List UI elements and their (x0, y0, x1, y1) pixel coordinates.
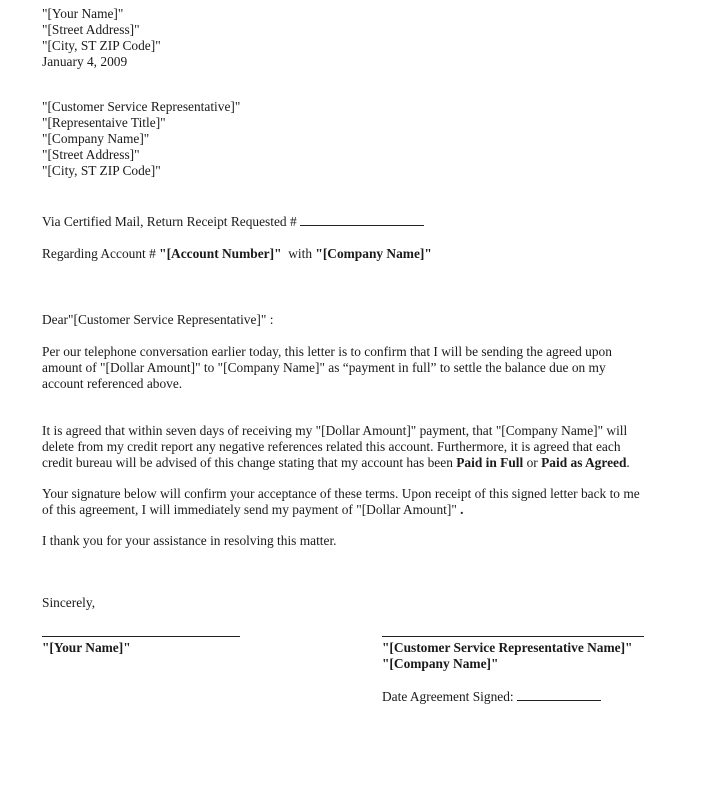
paragraph-3 (42, 486, 682, 518)
rep-signature-name: "[Customer Service Representative Name]" (382, 640, 633, 655)
sender-signature-line (42, 636, 240, 637)
rep-signature-block (382, 640, 633, 672)
recipient-city: "[City, ST ZIP Code]" (42, 163, 161, 178)
paragraph-3-line (42, 502, 682, 518)
recipient-company: "[Company Name]" (42, 131, 150, 146)
date-signed-line (382, 689, 601, 705)
paid-in-full: Paid in Full (456, 455, 524, 470)
certified-number-blank (300, 214, 424, 226)
recipient-rep: "[Customer Service Representative]" (42, 99, 241, 114)
paragraph-2-line: It is agreed that within seven days of receiving my "[Dollar Amount]" payment, that "[Company Name]" will (42, 423, 628, 438)
recipient-street: "[Street Address]" (42, 147, 140, 162)
paragraph-2-line3-text: credit bureau will be advised of this change stating that my account has been (42, 455, 453, 470)
recipient-title: "[Representaive Title]" (42, 115, 166, 130)
sender-city: "[City, ST ZIP Code]" (42, 38, 161, 53)
recipient-block (42, 99, 240, 179)
paragraph-1-line: Per our telephone conversation earlier today, this letter is to confirm that I will be sending the agreed upon (42, 344, 612, 359)
paragraph-3-line: Your signature below will confirm your acceptance of these terms. Upon receipt of this signed letter back to me (42, 486, 640, 501)
regarding-line (42, 246, 432, 262)
rep-signature-company: "[Company Name]" (382, 656, 499, 671)
certified-text: Via Certified Mail, Return Receipt Requested # (42, 214, 297, 229)
account-number: "[Account Number]" (159, 246, 282, 261)
paragraph-1-line: amount of "[Dollar Amount]" to "[Company Name]" as “payment in full” to settle the balance due on my (42, 360, 606, 375)
regarding-prefix: Regarding Account # (42, 246, 156, 261)
paragraph-2-line: delete from my credit report any negative references related this account. Furthermore, it is agreed that each (42, 439, 621, 454)
closing: Sincerely, (42, 595, 96, 610)
sender-block (42, 6, 161, 70)
paragraph-3-line2-text: of this agreement, I will immediately send my payment of "[Dollar Amount]" (42, 502, 457, 517)
letter-date: January 4, 2009 (42, 54, 128, 69)
rep-signature-line (382, 636, 644, 637)
sender-name: "[Your Name]" (42, 6, 124, 21)
date-signed-blank (517, 689, 601, 701)
sender-signature-name (42, 640, 131, 656)
paragraph-1-line: account referenced above. (42, 376, 183, 391)
regarding-with: with (288, 246, 313, 261)
paragraph-1 (42, 344, 682, 392)
certified-mail-line (42, 214, 424, 230)
paragraph-2-period: . (626, 455, 630, 470)
paid-as-agreed: Paid as Agreed (541, 455, 627, 470)
paragraph-2-line (42, 455, 682, 471)
regarding-company: "[Company Name]" (315, 246, 432, 261)
date-signed-label: Date Agreement Signed: (382, 689, 514, 704)
sender-street: "[Street Address]" (42, 22, 140, 37)
paragraph-3-period: . (456, 502, 464, 517)
paragraph-4: I thank you for your assistance in resolving this matter. (42, 533, 337, 548)
paragraph-2 (42, 423, 682, 471)
signer-name: "[Your Name]" (42, 640, 131, 655)
or-word: or (526, 455, 538, 470)
salutation: Dear"[Customer Service Representative]" : (42, 312, 274, 327)
